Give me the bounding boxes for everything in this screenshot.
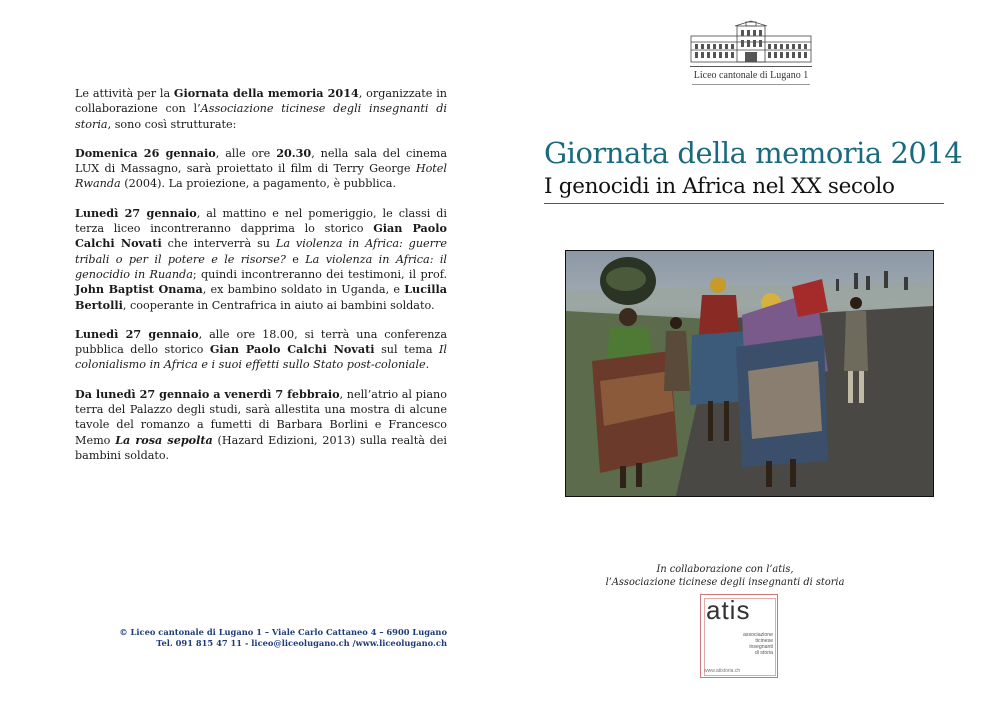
text-span: sul tema xyxy=(374,343,439,357)
text-span: , alle ore xyxy=(215,146,277,160)
date-label: Lunedì 27 gennaio xyxy=(75,326,199,341)
collaboration-line: In collaborazione con l’atis, xyxy=(656,564,794,575)
speaker-name: Lucilla Bertolli xyxy=(75,282,447,312)
title-divider xyxy=(544,203,944,204)
school-name: Liceo cantonale di Lugano 1 xyxy=(693,70,809,81)
address-line: © Liceo cantonale di Lugano 1 – Viale Carlo Cattaneo 4 – 6900 Lugano xyxy=(119,627,447,637)
text-span: ; quindi incontreranno dei testimoni, il prof. xyxy=(192,267,447,281)
text-span: Le attività per la xyxy=(75,87,174,100)
intro-paragraph xyxy=(75,86,447,132)
collaboration-note xyxy=(600,563,850,589)
date-range-label: Da lunedì 27 gennaio a venerdì 7 febbraio xyxy=(75,386,340,401)
speaker-name: Gian Paolo Calchi Novati xyxy=(75,221,447,251)
text-span: che interverrà su xyxy=(161,237,276,251)
photo-illustration xyxy=(566,251,933,496)
atis-logo xyxy=(700,594,778,678)
logo-subtitle-line: di storia xyxy=(754,650,773,656)
talk-title: La violenza in Africa: guerre tribali o per il potere e le risorse? xyxy=(75,237,447,266)
time-label: 20.30 xyxy=(276,145,312,160)
logo-subtitle-line: ticinese xyxy=(755,638,773,644)
page-title: Giornata della memoria 2014 xyxy=(544,136,963,170)
event-name: Giornata della memoria 2014 xyxy=(173,86,359,100)
book-title: La rosa sepolta xyxy=(115,432,213,447)
conference-paragraph xyxy=(75,327,447,373)
film-paragraph xyxy=(75,146,447,192)
text-span: , nell’atrio al piano terra del Palazzo degli studi, sarà allestita una mostra di alcune tavole del romanzo a fumetti di Barbara Borlini e Francesco Memo xyxy=(75,387,447,447)
text-span: , nella sala del cinema LUX di Massagno, sarà proiettato il film di Terry George xyxy=(75,146,447,176)
divider xyxy=(690,66,812,67)
text-span: , alle ore 18.00, si terrà una conferenza pubblica dello storico xyxy=(75,327,447,357)
talk-title: La violenza in Africa: il genocidio in Ruanda xyxy=(75,252,447,281)
contact-line: Tel. 091 815 47 11 - liceo@liceolugano.ch /www.liceolugano.ch xyxy=(156,638,447,648)
conference-title: Il colonialismo in Africa e i suoi effetti sullo Stato post-coloniale. xyxy=(75,343,447,372)
text-span: , organizzate in collaborazione con l’ xyxy=(75,87,447,116)
speaker-name: Gian Paolo Calchi Novati xyxy=(209,342,375,357)
contact-footer xyxy=(75,627,447,649)
text-span: , sono così strutturate: xyxy=(107,117,237,131)
logo-url: www.atistoria.ch xyxy=(704,668,741,674)
page-subtitle: I genocidi in Africa nel XX secolo xyxy=(544,174,895,199)
divider xyxy=(692,84,810,85)
date-label: Lunedì 27 gennaio xyxy=(75,205,197,220)
logo-wordmark: atis xyxy=(706,595,751,625)
text-span: , ex bambino soldato in Uganda, e xyxy=(202,283,405,297)
association-name: Associazione ticinese degli insegnanti di storia xyxy=(75,102,447,131)
text-span: (2004). La proiezione, a pagamento, è pubblica. xyxy=(120,177,397,191)
film-title: Hotel Rwanda xyxy=(75,162,447,191)
date-label: Domenica 26 gennaio xyxy=(75,145,216,160)
refugees-photo xyxy=(565,250,934,497)
text-span: (Hazard Edizioni, 2013) sulla realtà dei bambini soldato. xyxy=(75,433,447,462)
speaker-name: John Baptist Onama xyxy=(75,282,203,297)
text-span: , cooperante in Centrafrica in aiuto ai bambini soldato. xyxy=(122,298,435,312)
text-span: , al mattino e nel pomeriggio, le classi di terza liceo incontreranno dapprima lo storico xyxy=(75,206,447,236)
logo-subtitle-line: associazione xyxy=(743,632,773,638)
logo-subtitle xyxy=(743,632,773,656)
collaboration-line: l’Associazione ticinese degli insegnanti di storia xyxy=(605,577,845,588)
exhibition-paragraph xyxy=(75,387,447,463)
logo-subtitle-line: insegnanti xyxy=(749,644,773,650)
text-span: e xyxy=(285,252,306,266)
school-day-paragraph xyxy=(75,206,447,313)
building-icon xyxy=(687,20,815,64)
event-program xyxy=(75,86,447,477)
school-logo xyxy=(686,20,816,85)
